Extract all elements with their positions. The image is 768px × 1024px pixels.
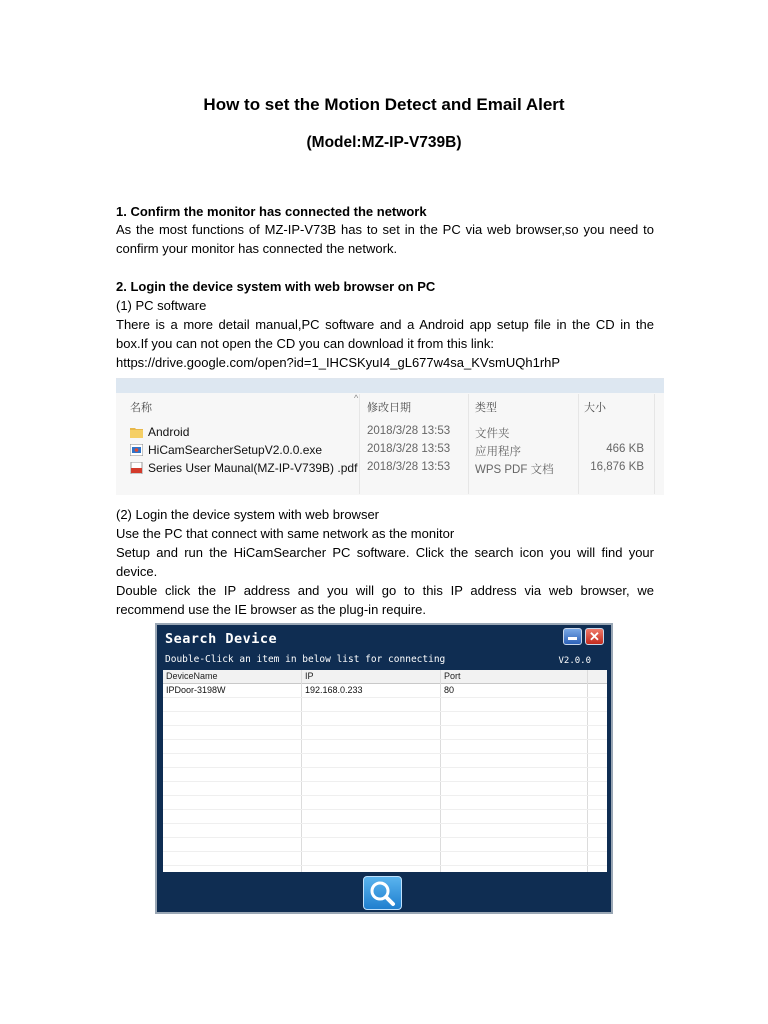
document-title: How to set the Motion Detect and Email Alert [203, 95, 565, 114]
file-size: 16,876 KB [590, 461, 644, 473]
login-subheading: (2) Login the device system with web browser [116, 507, 380, 522]
sort-arrow-icon: ^ [354, 393, 359, 403]
search-device-window [155, 623, 613, 914]
file-row[interactable] [116, 442, 664, 460]
file-name: Series User Maunal(MZ-IP-V739B) .pdf [148, 461, 358, 475]
file-name: HiCamSearcherSetupV2.0.0.exe [148, 443, 323, 457]
column-header-size[interactable]: 大小 [584, 402, 606, 414]
login-step-3: Double click the IP address and you will go to this IP address via web browser, we recommend use the IE browser as the plug-in require. [116, 583, 654, 617]
pc-software-body: There is a more detail manual,PC software and a Android app setup file in the CD in the box.If you can not open the CD you can download it from this link: [116, 317, 654, 351]
file-name: Android [148, 425, 190, 439]
file-type: 应用程序 [475, 446, 521, 458]
exe-icon [130, 444, 143, 456]
empty-row [163, 796, 607, 810]
empty-row [163, 726, 607, 740]
minimize-button[interactable] [563, 628, 582, 645]
column-header-devicename[interactable] [163, 670, 301, 684]
folder-icon [130, 426, 143, 438]
download-link[interactable]: https://drive.google.com/open?id=1_IHCSKyuI4_gL677w4sa_KVsmUQh1rhP [116, 355, 561, 370]
empty-row [163, 740, 607, 754]
empty-row [163, 838, 607, 852]
file-type: 文件夹 [475, 428, 510, 440]
file-date: 2018/3/28 13:53 [367, 425, 451, 437]
search-button[interactable] [363, 876, 402, 910]
device-list[interactable] [163, 670, 607, 872]
column-header-ip[interactable] [302, 670, 440, 684]
empty-row [163, 852, 607, 866]
empty-row [163, 754, 607, 768]
explorer-toolbar [116, 379, 664, 393]
pc-software-subheading: (1) PC software [116, 298, 207, 313]
column-header-ip-label: IP [305, 671, 314, 681]
empty-row [163, 810, 607, 824]
device-ip: 192.168.0.233 [305, 685, 363, 695]
section-2-heading: 2. Login the device system with web browser on PC [116, 279, 436, 294]
window-title: Search Device [165, 631, 278, 647]
search-icon [364, 877, 401, 909]
column-header-name[interactable]: 名称 [130, 402, 152, 414]
empty-row [163, 698, 607, 712]
file-date: 2018/3/28 13:53 [367, 443, 451, 455]
pdf-icon [130, 462, 143, 474]
empty-row [163, 768, 607, 782]
device-port: 80 [444, 685, 455, 695]
window-instruction: Double-Click an item in below list for connecting [165, 654, 446, 665]
version-label: V2.0.0 [558, 656, 591, 666]
section-1-heading: 1. Confirm the monitor has connected the network [116, 204, 427, 219]
column-header-devicename-label: DeviceName [166, 671, 218, 681]
empty-row [163, 782, 607, 796]
file-row[interactable] [116, 460, 664, 478]
column-header-port-label: Port [444, 671, 461, 681]
login-step-2: Setup and run the HiCamSearcher PC software. Click the search icon you will find your device. [116, 545, 654, 579]
column-header-port[interactable] [441, 670, 607, 684]
section-1-body: As the most functions of MZ-IP-V73B has to set in the PC via web browser,so you need to confirm your monitor has connected the network. [116, 222, 654, 256]
column-header-date[interactable]: 修改日期 [367, 402, 411, 414]
file-date: 2018/3/28 13:53 [367, 461, 451, 473]
file-explorer-screenshot [116, 378, 664, 495]
file-size: 466 KB [606, 443, 644, 455]
file-type: WPS PDF 文档 [475, 464, 554, 476]
empty-row [163, 824, 607, 838]
model-subtitle: (Model:MZ-IP-V739B) [306, 134, 462, 151]
empty-row [163, 712, 607, 726]
device-name: IPDoor-3198W [166, 685, 226, 695]
column-header-type[interactable]: 类型 [475, 402, 497, 414]
close-button[interactable]: ✕ [585, 628, 604, 645]
device-row[interactable] [163, 684, 607, 698]
login-step-1: Use the PC that connect with same network as the monitor [116, 526, 455, 541]
file-row[interactable] [116, 424, 664, 442]
